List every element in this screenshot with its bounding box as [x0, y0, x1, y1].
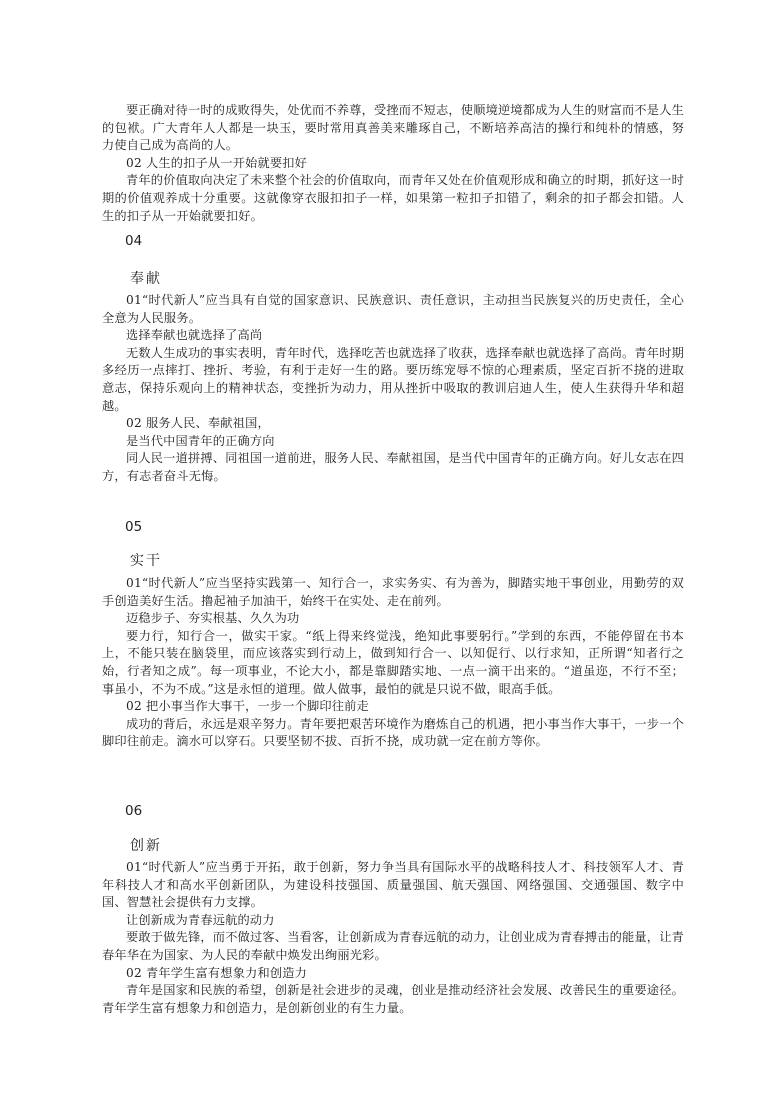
section-title: 实干	[130, 553, 162, 569]
section-title: 创新	[130, 838, 162, 854]
paragraph: 02 服务人民、奉献祖国，	[126, 416, 270, 431]
intro-block	[102, 102, 684, 225]
section-body	[102, 292, 684, 486]
section-title: 奉献	[130, 271, 162, 287]
section-number: 05	[125, 519, 143, 535]
paragraph: 要正确对待一时的成败得失，处优而不养尊，受挫而不短志，使顺境逆境都成为人生的财富而不是人生的包袱。广大青年人人都是一块玉，要时常用真善美来雕琢自己，不断培养高洁的操行和纯朴的情感，努力使自己成为高尚的人。	[102, 103, 684, 153]
paragraph: 无数人生成功的事实表明，青年时代，选择吃苦也就选择了收获，选择奉献也就选择了高尚。青年时期多经历一点摔打、挫折、考验，有利于走好一生的路。要历练宠辱不惊的心理素质，坚定百折不挠的进取意志，保持乐观向上的精神状态，变挫折为动力，用从挫折中吸取的教训启迪人生，使人生获得升华和超越。	[102, 345, 684, 413]
paragraph: 青年是国家和民族的希望，创新是社会进步的灵魂，创业是推动经济社会发展、改善民生的重要途径。青年学生富有想象力和创造力，是创新创业的有生力量。	[102, 983, 684, 1015]
section-number: 06	[125, 803, 143, 819]
paragraph: 成功的背后，永远是艰辛努力。青年要把艰苦环境作为磨炼自己的机遇，把小事当作大事干，一步一个脚印往前走。滴水可以穿石。只要坚韧不拔、百折不挠，成功就一定在前方等你。	[102, 716, 684, 749]
paragraph: 02 人生的扣子从一开始就要扣好	[126, 155, 308, 170]
paragraph: 01“时代新人”应当坚持实践第一、知行合一，求实务实、有为善为，脚踏实地干事创业，用勤劳的双手创造美好生活。撸起袖子加油干，始终干在实处、走在前列。	[102, 576, 684, 608]
paragraph: 是当代中国青年的正确方向	[126, 433, 275, 448]
section-number: 04	[125, 233, 143, 249]
paragraph: 01“时代新人”应当具有自觉的国家意识、民族意识、责任意识，主动担当民族复兴的历史责任，全心全意为人民服务。	[102, 293, 684, 325]
paragraph: 选择奉献也就选择了高尚	[126, 328, 263, 343]
paragraph: 02 把小事当作大事干，一步一个脚印往前走	[126, 699, 369, 714]
paragraph: 01“时代新人”应当勇于开拓，敢于创新，努力争当具有国际水平的战略科技人才、科技领军人才、青年科技人才和高水平创新团队，为建设科技强国、质量强国、航天强国、网络强国、交通强国、数字中国、智慧社会提供有力支撑。	[102, 860, 684, 910]
paragraph: 要力行，知行合一，做实干家。“纸上得来终觉浅，绝知此事要躬行。”学到的东西，不能停留在书本上，不能只装在脑袋里，而应该落实到行动上，做到知行合一、以知促行、以行求知，正所谓“知者行之始，行者知之成”。每一项事业，不论大小，都是靠脚踏实地、一点一滴干出来的。“道虽迩，不行不至；事虽小，不为不成。”这是永恒的道理。做人做事，最怕的就是只说不做，眼高手低。	[102, 628, 684, 696]
paragraph: 迈稳步子、夯实根基、久久为功	[126, 611, 300, 626]
paragraph: 同人民一道拼搏、同祖国一道前进，服务人民、奉献祖国，是当代中国青年的正确方向。好儿女志在四方，有志者奋斗无悔。	[102, 451, 684, 483]
paragraph: 要敢于做先锋，而不做过客、当看客，让创新成为青春远航的动力，让创业成为青春搏击的能量，让青春年华在为国家、为人民的奉献中焕发出绚丽光彩。	[102, 930, 684, 962]
paragraph: 青年的价值取向决定了未来整个社会的价值取向，而青年又处在价值观形成和确立的时期，抓好这一时期的价值观养成十分重要。这就像穿衣服扣扣子一样，如果第一粒扣子扣错了，剩余的扣子都会扣错。人生的扣子从一开始就要扣好。	[102, 173, 684, 223]
paragraph: 02 青年学生富有想象力和创造力	[126, 965, 308, 980]
section-body	[102, 575, 684, 751]
section-body	[102, 859, 684, 1017]
paragraph: 让创新成为青春远航的动力	[126, 912, 275, 927]
